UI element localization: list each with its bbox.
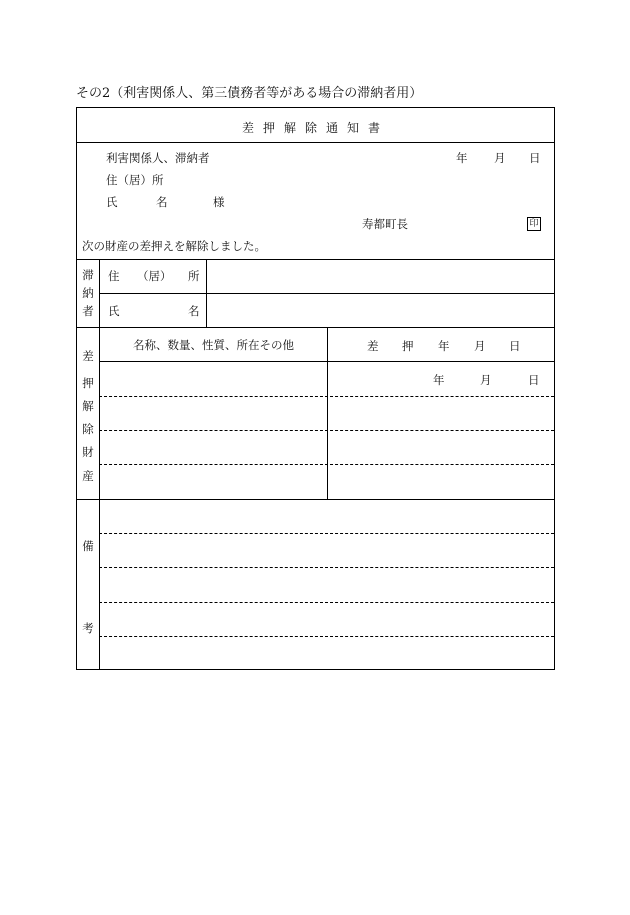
address-label-kyo: （居）	[137, 269, 172, 283]
address-label-sho: 所	[188, 269, 200, 283]
recipient-honorific: 様	[213, 195, 225, 209]
column-header-description: 名称、数量、性質、所在その他	[133, 338, 294, 352]
divider	[99, 361, 554, 362]
divider	[77, 259, 554, 260]
row-divider	[99, 602, 554, 603]
column-header-sa: 差	[367, 339, 379, 353]
row-date-day: 日	[528, 373, 540, 387]
row-date-year: 年	[433, 373, 445, 387]
side-divider	[99, 327, 100, 499]
form-heading: その2（利害関係人、第三債務者等がある場合の滞納者用）	[76, 86, 423, 101]
recipient-address-label: 住（居）所	[106, 173, 164, 187]
seal-icon: 印	[527, 217, 541, 231]
column-header-osae: 押	[402, 339, 414, 353]
side-divider	[99, 499, 100, 669]
column-header-month: 月	[474, 339, 486, 353]
side-label-char: 差	[82, 349, 94, 363]
row-divider	[99, 464, 554, 465]
side-label-char: 産	[82, 469, 94, 483]
recipient-name-shi: 氏	[106, 195, 118, 209]
side-label-char: 者	[82, 304, 94, 318]
address-label-ju: 住	[108, 269, 120, 283]
name-label-shi: 氏	[108, 304, 120, 318]
notice-statement: 次の財産の差押えを解除しました。	[82, 239, 266, 253]
divider	[77, 327, 554, 328]
notice-year: 年	[456, 151, 468, 165]
side-label-char: 押	[82, 376, 94, 390]
name-label-mei: 名	[188, 304, 200, 318]
row-divider	[99, 430, 554, 431]
recipient-name-mei: 名	[156, 195, 168, 209]
row-divider	[99, 533, 554, 534]
divider	[77, 499, 554, 500]
side-label-char: 納	[82, 286, 94, 300]
column-header-year: 年	[438, 339, 450, 353]
form-title: 差押解除通知書	[241, 121, 389, 135]
side-label-char: 解	[82, 399, 94, 413]
row-divider	[99, 567, 554, 568]
side-label-char: 備	[82, 539, 94, 553]
row-date-month: 月	[480, 373, 492, 387]
notice-day: 日	[529, 151, 541, 165]
divider	[99, 293, 554, 294]
side-label-char: 除	[82, 422, 94, 436]
row-divider	[99, 636, 554, 637]
notice-form	[76, 107, 555, 670]
side-label-char: 財	[82, 445, 94, 459]
column-header-day: 日	[509, 339, 521, 353]
issuer-name: 寿都町長	[362, 217, 408, 231]
column-divider	[327, 327, 328, 499]
row-divider	[99, 396, 554, 397]
recipient-label: 利害関係人、滞納者	[106, 151, 210, 165]
side-label-char: 滞	[82, 268, 94, 282]
notice-month: 月	[494, 151, 506, 165]
divider	[77, 142, 554, 143]
side-label-char: 考	[82, 621, 94, 635]
